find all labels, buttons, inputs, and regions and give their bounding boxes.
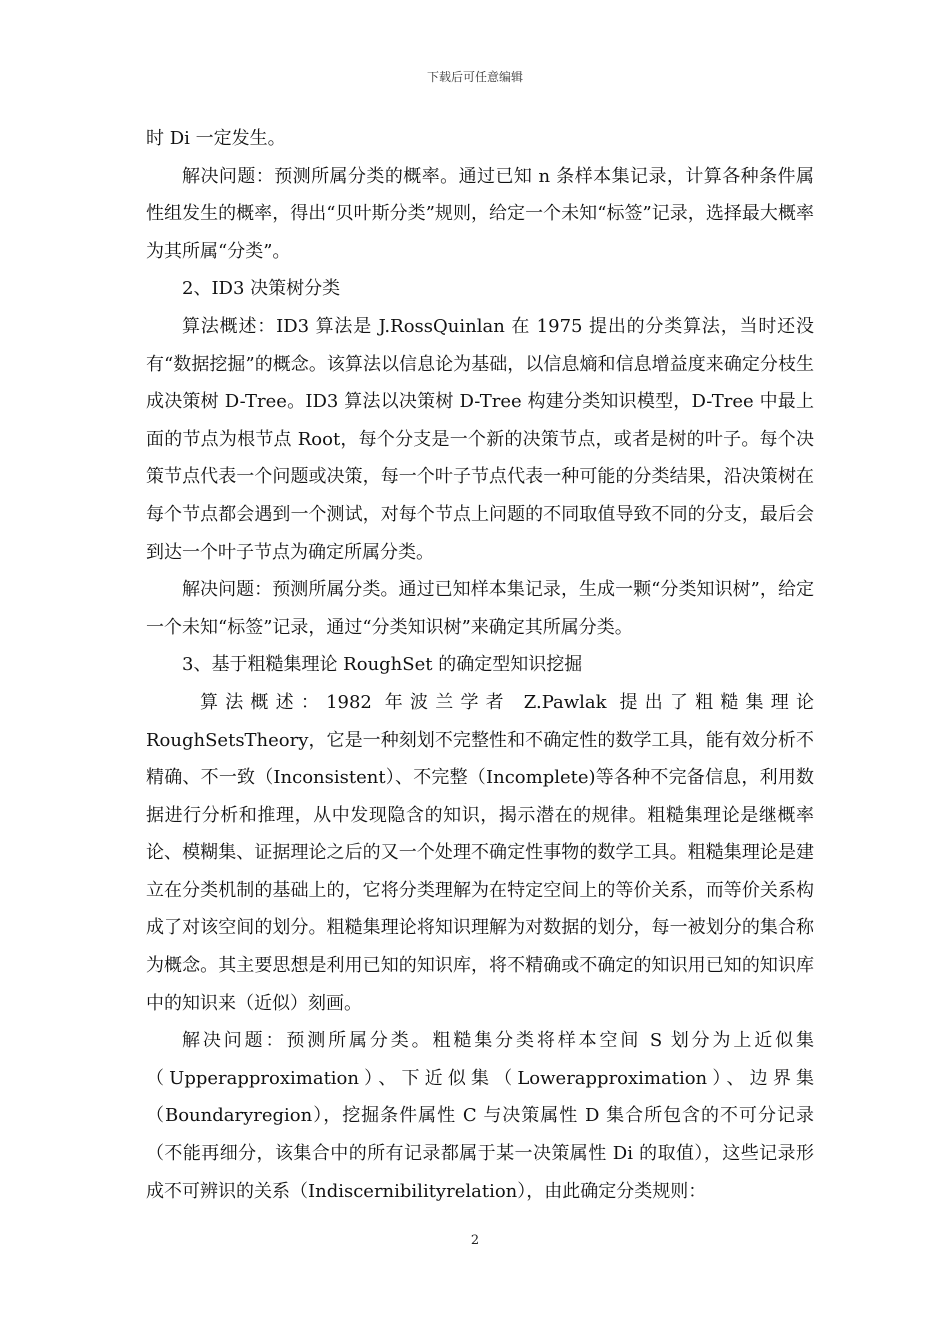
- paragraph-id3-overview: 算法概述：ID3 算法是 J.RossQuinlan 在 1975 提出的分类算法，当时还没有“数据挖掘”的概念。该算法以信息论为基础，以信息熵和信息增益度来确定分枝生成决策树 D-Tree。ID3 算法以决策树 D-Tree 构建分类知识模型，D-Tree 中最上面的节点为根节点 Root，每个分支是一个新的决策节点，或者是树的叶子。每个决策节点代表一个问题或决策，每一个叶子节点代表一种可能的分类结果，沿决策树在每个节点都会遇到一个测试，对每个节点上问题的不同取值导致不同的分支，最后会到达一个叶子节点为确定所属分类。: [146, 315, 814, 563]
- paragraph-bayes-problem: 解决问题：预测所属分类的概率。通过已知 n 条样本集记录，计算各种条件属性组发生的概率，得出“贝叶斯分类”规则，给定一个未知“标签”记录，选择最大概率为其所属“分类”。: [146, 165, 814, 262]
- paragraph-id3-problem: 解决问题：预测所属分类。通过已知样本集记录，生成一颗“分类知识树”，给定一个未知“标签”记录，通过“分类知识树”来确定其所属分类。: [146, 579, 814, 638]
- paragraph-roughset-overview: 算法概述：1982 年波兰学者 Z.Pawlak 提出了粗糙集理论 RoughSetsTheory，它是一种刻划不完整性和不确定性的数学工具，能有效分析不精确、不一致（Inconsistent）、不完整（Incomplete)等各种不完备信息，利用数据进行分析和推理，从中发现隐含的知识，揭示潜在的规律。粗糙集理论是继概率论、模糊集、证据理论之后的又一个处理不确定性事物的数学工具。粗糙集理论是建立在分类机制的基础上的，它将分类理解为在特定空间上的等价关系，而等价关系构成了对该空间的划分。粗糙集理论将知识理解为对数据的划分，每一被划分的集合称为概念。其主要思想是利用已知的知识库，将不精确或不确定的知识用已知的知识库中的知识来（近似）刻画。: [146, 691, 814, 1014]
- section-heading-roughset: 3、基于粗糙集理论 RoughSet 的确定型知识挖掘: [182, 654, 583, 676]
- paragraph-continuation: 时 Di 一定发生。: [146, 128, 286, 149]
- paragraph-roughset-problem: 解决问题：预测所属分类。粗糙集分类将样本空间 S 划分为上近似集（Upperapproximation）、下近似集（Lowerapproximation）、边界集（Boundaryregion），挖掘条件属性 C 与决策属性 D 集合所包含的不可分记录（不能再细分，该集合中的所有记录都属于某一决策属性 Di 的取值），这些记录形成不可辨识的关系（Indiscernibilityrelation），由此确定分类规则：: [146, 1030, 814, 1202]
- body-text: [146, 120, 814, 1210]
- section-heading-id3: 2、ID3 决策树分类: [182, 278, 341, 300]
- page-header: 下载后可任意编辑: [426, 70, 523, 84]
- page-number: 2: [470, 1233, 480, 1248]
